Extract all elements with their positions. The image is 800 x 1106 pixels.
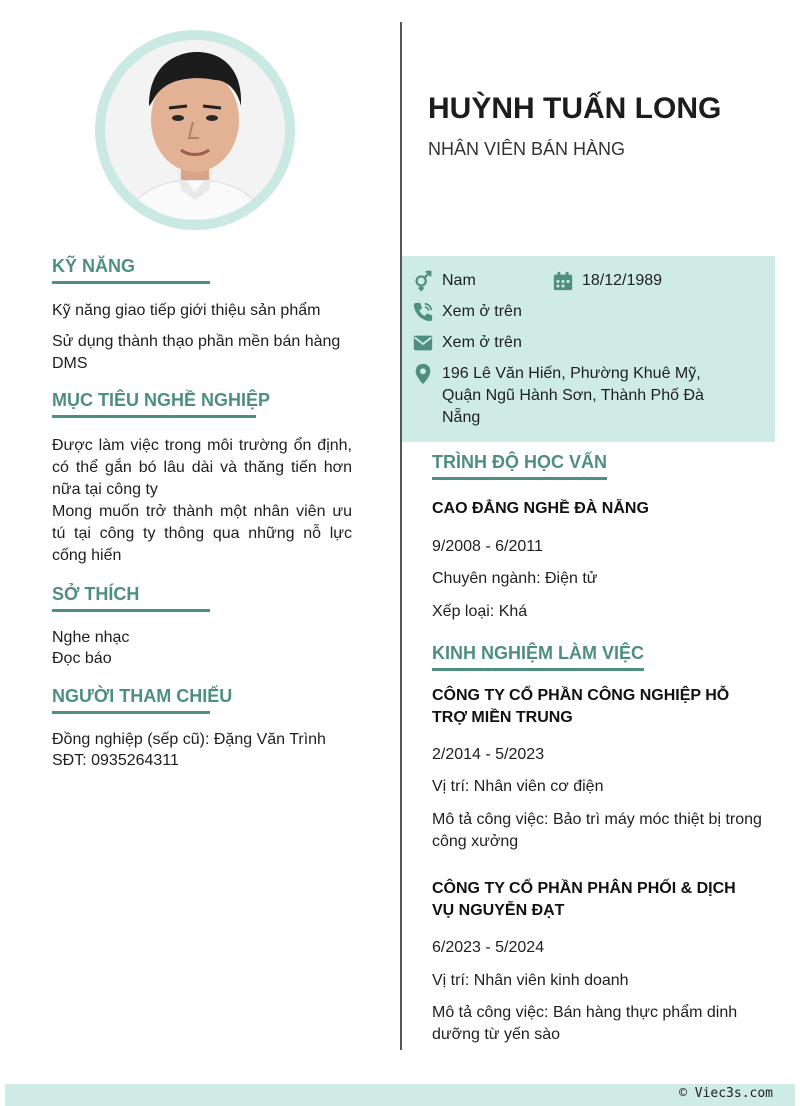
job-position: Vị trí: Nhân viên cơ điện [432, 778, 604, 795]
education-title: TRÌNH ĐỘ HỌC VẤN [432, 452, 607, 480]
job-position: Vị trí: Nhân viên kinh doanh [432, 972, 629, 989]
contact-phone [412, 301, 522, 323]
education-section [432, 452, 762, 623]
hobby-item: Đọc báo [52, 650, 112, 667]
contact-email [412, 332, 522, 354]
contact-birthday [552, 270, 662, 292]
objective-item: Mong muốn trở thành một nhân viên ưu tú tại công ty thông qua những nỗ lực cống hiến [52, 503, 352, 564]
phone-value: Xem ở trên [442, 303, 522, 320]
job-description: Mô tả công việc: Bán hàng thực phẩm dinh dưỡng từ yến sào [432, 1004, 738, 1043]
map-pin-icon [412, 363, 434, 385]
footer-copyright: © Viec3s.com [679, 1086, 773, 1101]
avatar [105, 40, 285, 220]
job-period: 2/2014 - 5/2023 [432, 746, 545, 763]
skill-item: Kỹ năng giao tiếp giới thiệu sản phẩm [52, 302, 321, 319]
reference-item: Đồng nghiệp (sếp cũ): Đặng Văn Trình [52, 731, 326, 748]
left-column [52, 256, 352, 771]
job-period: 6/2023 - 5/2024 [432, 939, 545, 956]
contact-address [412, 363, 732, 429]
job-description: Mô tả công việc: Bảo trì máy móc thiệt bị trong công xưởng [432, 811, 762, 850]
job-company: CÔNG TY CỔ PHẦN CÔNG NGHIỆP HỖ TRỢ MIỀN TRUNG [432, 687, 730, 726]
job-title: NHÂN VIÊN BÁN HÀNG [428, 139, 626, 159]
skill-item: Sử dụng thành thạo phần mền bán hàng DMS [52, 333, 341, 372]
school-name: CAO ĐẲNG NGHỀ ĐÀ NẴNG [432, 500, 649, 517]
objective-item: Được làm việc trong môi trường ổn định, có thể gắn bó lâu dài và thăng tiến hơn nữa tại công ty [52, 437, 352, 498]
column-divider [400, 22, 402, 1050]
hobby-item: Nghe nhạc [52, 629, 130, 646]
references-title: NGƯỜI THAM CHIẾU [52, 686, 210, 714]
birthday-value: 18/12/1989 [582, 272, 663, 289]
skills-title: KỸ NĂNG [52, 256, 210, 284]
candidate-name: HUỲNH TUẤN LONG [428, 92, 722, 125]
gender-value: Nam [442, 272, 476, 289]
experience-section [432, 643, 762, 1046]
education-grade: Xếp loại: Khá [432, 603, 528, 620]
address-value: 196 Lê Văn Hiến, Phường Khuê Mỹ, Quận Ngũ Hành Sơn, Thành Phố Đà Nẵng [442, 365, 704, 426]
hobbies-title: SỞ THÍCH [52, 584, 210, 612]
footer-bar [5, 1084, 795, 1106]
gender-icon [412, 270, 434, 292]
envelope-icon [412, 332, 434, 354]
email-value: Xem ở trên [442, 334, 522, 351]
reference-item: SĐT: 0935264311 [52, 752, 179, 769]
education-period: 9/2008 - 6/2011 [432, 538, 543, 555]
experience-title: KINH NGHIỆM LÀM VIỆC [432, 643, 644, 671]
contact-panel [402, 256, 775, 442]
objective-title: MỤC TIÊU NGHỀ NGHIỆP [52, 390, 256, 418]
contact-gender [412, 270, 476, 292]
job-company: CÔNG TY CỔ PHẦN PHÂN PHỐI & DỊCH VỤ NGUYỄN ĐẠT [432, 880, 736, 919]
phone-icon [412, 301, 434, 323]
education-major: Chuyên ngành: Điện tử [432, 570, 598, 587]
calendar-icon [552, 270, 574, 292]
